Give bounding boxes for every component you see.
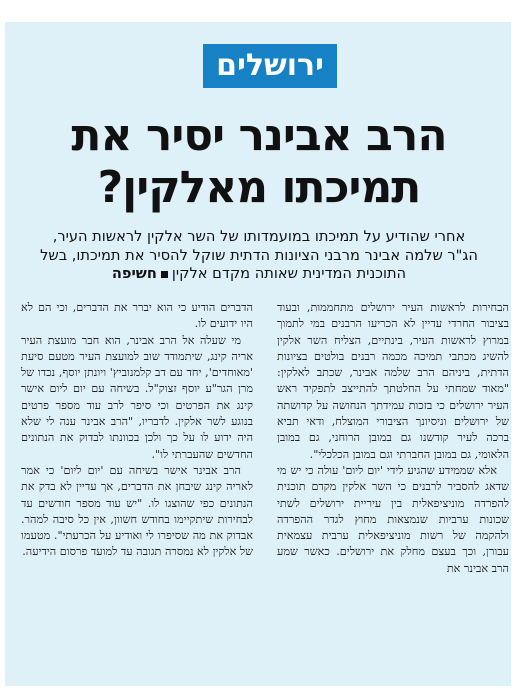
headline-line: הרב אבינר יסיר את [71,110,447,161]
headline-line: תמיכתו מאלקין? [97,162,421,213]
paragraph: אלא שממידע שהגיע לידי 'יום ליום' עולה כי יש מי שדאג להסביר לרבנים כי השר אלקין מקדם תוכנית להפרדה מוניציפאלית בין עיריית ירושלים לשתי שכונות ערביות שנמצאות מחוץ לגדר ההפרדה ולהקמה של רשות מוניציפאלית ערבית עצמאית עבורן, וכך בעצם מחלק את ירושלים. כאשר שמע הרב אבינר את [277,463,509,575]
subhead-line-with-byline [17,265,501,284]
byline: חשיפה [111,265,157,282]
headline [19,110,499,214]
article-page [5,22,511,686]
subhead-line: הג"ר שלמה אבינר מרבני הציונות הדתית שוקל להסיר את תמיכתו, בשל [40,246,478,264]
subhead-line: התוכנית המדינית שאותה מקדם אלקין [171,265,407,282]
article-column-right [277,300,509,577]
subhead-line: אחרי שהודיע על תמיכתו במועמדותו של השר אלקין לראשות העיר, [52,228,466,245]
article-column-left [21,300,253,561]
paragraph: הדברים הודיע כי הוא יברר את הדברים, וכי הם לא היו ידועים לו. [21,301,253,331]
paragraph: הרב אבינר אישר בשיחה עם 'יום ליום' כי אמר לאריה קינג שיבחן את הדברים, אך עדיין לא בדק את הנתונים כפי שהוצגו לו. "יש עוד מספר חודשים עד לבחירות שיתקיימו בחודש חשוון, אין כל סיבה למהר. אבדוק את מה שסיפרו לי ואודיע על הכרעתי". מטעמו של אלקין לא נמסרה תגובה עד למועד פרסום הידיעה. [21,463,253,559]
section-tag: ירושלים [203,44,337,88]
paragraph: מי שעלה אל הרב אבינר, הוא חבר מועצת העיר אריה קינג, שיתמודד שוב למועצת העיר מטעם סיעת 'מאוחדים', יחד עם דב קלמנוביץ' ויונתן יוסף, נכדו של מרן הגר"ע יוסף זצוק"ל. בשיחה עם יום ליום אישר קינג את הפרטים וכי סיפר לרב עוד מספר פרטים בנוגע לשר אלקין. לדבריו, "הרב אבינר ענה לי שלא היה ידוע לו על כך ולכן בכוונתו לבדוק את הנתונים החדשים שהעברתי לו". [21,333,253,461]
paragraph: הבחירות לראשות העיר ירושלים מתחממות, ובעוד בציבור החרדי עדיין לא הכריעו הרבנים במי לתמוך במרוץ לראשות העיר, בינתיים, הצליח השר אלקין להשיג מכתבי תמיכה מכמה רבנים בולטים בציונות הדתית, ביניהם הרב שלמה אבינר, שכתב לאלקין: "מאוד שמחתי על החלטתך להתייצב לתפקיד ראש העיר ירושלים כי בזכות עמידתך הנחושה על קדושתה של ירושלים וניסיונך הציבורי המוצלח, ודאי תביא ברכה לעיר קודשנו גם במובן הרוחני, גם במובן הלאומי, גם במובן החברתי וגם במובן הכלכלי". [277,301,509,461]
subhead [17,228,501,284]
bullet-separator [161,271,168,278]
